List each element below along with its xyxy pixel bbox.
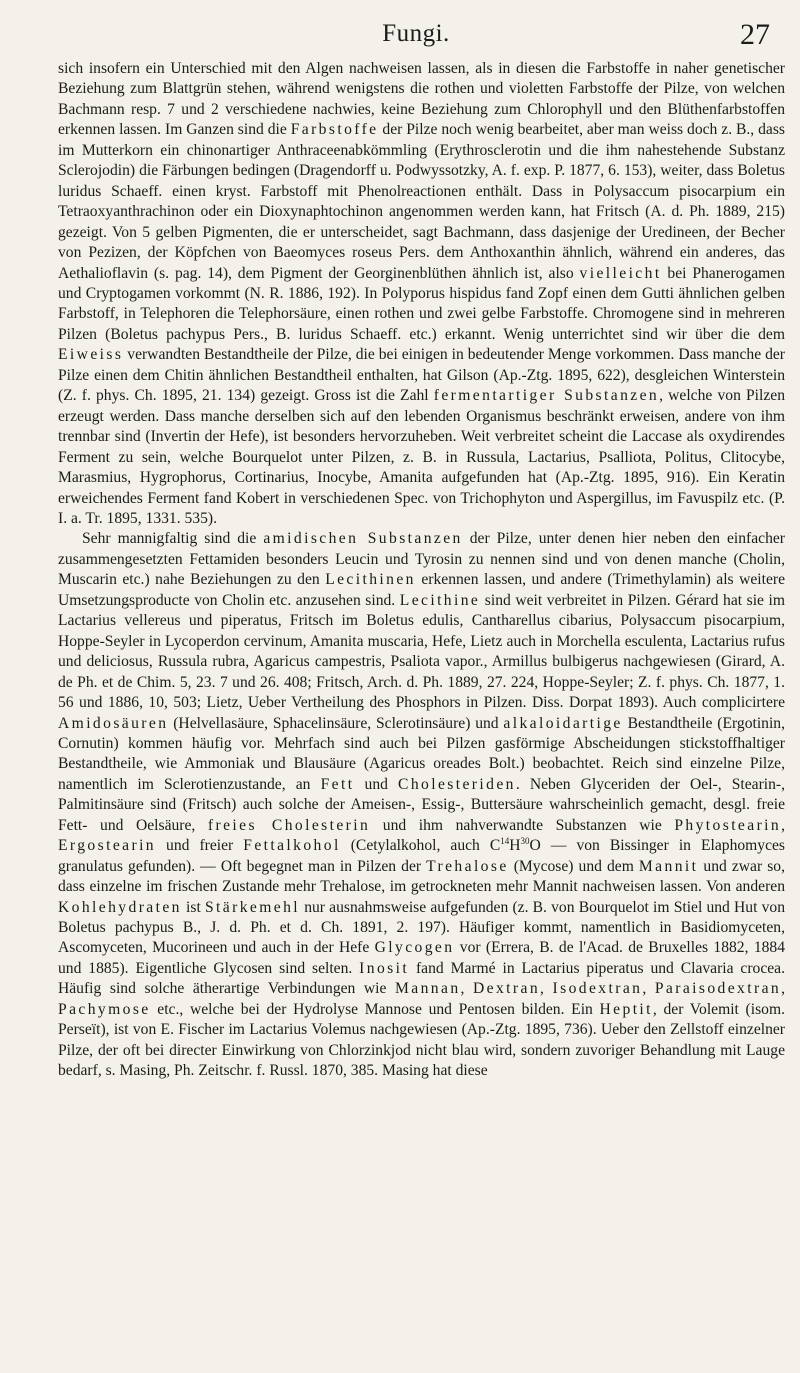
text-run: Sehr mannigfaltig sind die — [82, 530, 264, 548]
emphasized-term: freies Cholesterin — [207, 816, 371, 834]
text-run: . Neben Glyceriden der Oel-, Stearin-, Palmitinsäure sind (Fritsch) auch solche der Ameisen-, Essig-, Buttersäure wahrscheinlich gemacht, desgl. freie Fett- und Oelsäure, — [58, 775, 786, 834]
text-run: fand Marmé in Lactarius piperatus und Clavaria crocea. Häufig sind solche ätherartige Verbindungen wie — [58, 959, 786, 998]
emphasized-term: Cholesteriden — [398, 775, 516, 793]
text-run: bei Phanerogamen und Cryptogamen vorkommt (N. R. 1886, 192). In Polyporus hispidus fand Zopf einen dem Gutti ähnlichen gelben Farbstoff, in Telephoren die Telephorsäure, einen rothen und zwei gelbe Farbstoffe. Chromogene sind in mehreren Pilzen (Boletus pachypus Pers., B. luridus Schaeff. etc.) erkannt. Wenig unterrichtet sind wir über die dem — [58, 264, 786, 343]
text-run: und freier — [156, 837, 244, 855]
text-run: , welche von Pilzen erzeugt werden. Dass manche derselben sich auf den lebenden Organismus beschränkt erweisen, andere von ihm trennbar sind (Invertin der Hefe), ist besonders hervorzuheben. Weit verbreitet scheint die Laccase als oxydirendes Ferment zu sein, welche Bourquelot unter Pilzen, z. B. in Russula, Lactarius, Psalliota, Politus, Clitocybe, Marasmius, Hygrophorus, Cortinarius, Inocybe, Amanita aufgefunden hat (Ap.-Ztg. 1895, 916). Ein Keratin erweichendes Ferment fand Kobert in verschiedenen Spec. von Trichophyton und Aspergillus, im Favuspilz etc. (P. I. a. Tr. 1895, 1331. 535). — [58, 387, 785, 527]
text-run: , — [781, 816, 785, 834]
text-run: ist — [181, 898, 205, 916]
emphasized-term: Mannit — [638, 857, 699, 875]
superscript: 14 — [500, 836, 510, 847]
text-run: (Cetylalkohol, auch C — [340, 837, 501, 855]
text-run: H — [509, 837, 521, 855]
emphasized-term: Stärkemehl — [204, 898, 301, 916]
emphasized-term: Inosit — [359, 959, 410, 977]
text-run: und zwar so, dass einzelne im frischen Zustande mehr Trehalose, im getrockneten mehr Mannit nachweisen lassen. Von anderen — [58, 857, 785, 896]
emphasized-term: Pachymose — [58, 1000, 151, 1018]
page-header — [62, 20, 770, 54]
emphasized-term: Farbstoffe — [290, 121, 379, 139]
emphasized-term: amidischen Substanzen — [263, 530, 463, 548]
emphasized-term: alkaloidartige — [503, 714, 623, 732]
emphasized-term: Mannan — [395, 980, 461, 998]
paragraph-1 — [58, 59, 785, 529]
text-run: , — [540, 980, 553, 998]
emphasized-term: Glycogen — [374, 939, 455, 957]
emphasized-term: Dextran — [473, 980, 541, 998]
page-number: 27 — [740, 18, 770, 51]
body-text — [58, 59, 785, 1082]
superscript: 30 — [520, 836, 530, 847]
text-run: O — von Bissinger in Elaphomyces granulatus gefunden). — Oft begegnet man in Pilzen der — [58, 837, 785, 875]
emphasized-term: Amidosäuren — [58, 714, 169, 732]
text-run: sich insofern ein Unterschied mit den Algen nachweisen lassen, als in diesen die Farbstoffe in naher genetischer Beziehung zum Blattgrün stehen, während wenigstens die rothen und violetten Farbstoffe der Pilze, von welchen Bachmann resp. 7 und 2 verschiedene nachwies, keine Beziehung zum Chlorophyll und den Blüthenfarbstoffen erkennen lassen. Im Ganzen sind die — [58, 60, 785, 139]
emphasized-term: Lecithine — [399, 591, 481, 609]
emphasized-term: Paraisodextran — [654, 980, 782, 998]
emphasized-term: Isodextran — [552, 980, 643, 998]
text-run: der Pilze, unter denen hier neben den einfacher zusammengesetzten Fettamiden besonders Leucin und Tyrosin zu nennen sind und von denen manche (Cholin, Muscarin etc.) nahe Beziehungen zu den — [58, 530, 786, 589]
emphasized-term: Heptit — [599, 1000, 653, 1018]
text-run: sind weit verbreitet in Pilzen. Gérard hat sie im Lactarius vellereus und piperatus, Fritsch im Boletus edulis, Cantharellus cibarius, Polysaccum pisocarpium, Hoppe-Seyler in Lycoperdon cervinum, Amanita muscaria, Hefe, Lietz auch in Morchella esculenta, Lactarius rufus und deliciosus, Russula rubra, Agaricus campestris, Psaliota vapor., Armillus bulbigerus nachgewiesen (Girard, A. de Ph. et de Chim. 5, 23. 7 und 26. 408; Fritsch, Arch. d. Ph. 1889, 27. 224, Hoppe-Seyler; Z. f. phys. Ch. 1877, 1. 56 und 1886, 10, 503; Lietz, Ueber Vertheilung des Phosphors in Pilzen. Diss. Dorpat 1893). Auch complicirtere — [58, 591, 785, 712]
text-run: (Helvellasäure, Sphacelinsäure, Sclerotinsäure) und — [168, 714, 504, 732]
emphasized-term: Lecithinen — [325, 571, 416, 589]
text-run: und — [354, 775, 399, 793]
emphasized-term: Fett — [320, 775, 355, 793]
running-title: Fungi. — [382, 20, 450, 47]
text-run: der Pilze noch wenig bearbeitet, aber man weiss doch z. B., dass im Mutterkorn ein chinonartiger Anthraceenabkömmling (Erythrosclerotin und die ihm nahestehende Substanz Sclerojodin) die Färbungen bedingen (Dragendorff u. Podwyssotzky, A. f. exp. P. 1877, 6. 153), weiter, dass Boletus luridus Schaeff. einen kryst. Farbstoff mit Phenolreactionen enthält. Dass in Polysaccum pisocarpium ein Tetraoxyanthrachinon oder ein Dioxynaphtochinon angenommen werden kann, hat Fritsch (A. d. Ph. 1889, 215) gezeigt. Von 5 gelben Pigmenten, die er unterscheidet, sagt Bachmann, dass dasjenige der Uredineen, der Becher von Pezizen, der Köpfchen von Baeomyces roseus Pers. dem Anthoxanthin ähnlich, während ein anderes, das Aethalioflavin (s. pag. 14), dem Pigment der Georginenblüthen ähnlich ist, also — [58, 121, 785, 282]
text-run: (Mycose) und dem — [508, 857, 639, 875]
text-run: erkennen lassen, und andere (Trimethylamin) als weitere Umsetzungsproducte von Cholin etc. anzusehen sind. — [58, 571, 785, 609]
text-run: , der Volemit (isom. Perseït), ist von E. Fischer im Lactarius Volemus nachgewiesen (Ap.-Ztg. 1895, 736). Ueber den Zellstoff einzelner Pilze, der oft bei directer Einwirkung von Chlorzinkjod nicht blau wird, sondern zuvoriger Behandlung mit Lauge bedarf, s. Masing, Ph. Zeitschr. f. Russl. 1870, 385. Masing hat diese — [58, 1000, 785, 1080]
emphasized-term: Ergostearin — [58, 837, 156, 855]
paragraph-2 — [58, 529, 785, 1081]
emphasized-term: Trehalose — [426, 857, 509, 875]
emphasized-term: Phytostearin — [674, 816, 782, 834]
emphasized-term: fermentartiger Substanzen — [433, 387, 660, 405]
text-run: etc., welche bei der Hydrolyse Mannose und Pentosen bilden. Ein — [150, 1000, 600, 1018]
text-run: Bestandtheile (Ergotinin, Cornutin) kommen häufig vor. Mehrfach sind auch bei Pilzen gasförmige Abscheidungen stickstoffhaltiger Bestandtheile, wie Ammoniak und Blausäure (Agaricus oreades Bolt.) beobachtet. Reich sind einzelne Pilze, namentlich im Sclerotienzustande, an — [58, 714, 785, 793]
emphasized-term: Eiweiss — [58, 346, 124, 364]
emphasized-term: Kohlehydraten — [58, 898, 182, 916]
text-run: , — [781, 980, 785, 998]
text-run: und ihm nahverwandte Substanzen wie — [370, 816, 675, 834]
text-run: nur ausnahmsweise aufgefunden (z. B. von Bourquelot im Stiel und Hut von Boletus pachypus B., J. d. Ph. et d. Ch. 1891, 2. 197). Häufiger kommt, namentlich in Basidiomyceten, Ascomyceten, Mucorineen und auch in der Hefe — [58, 898, 785, 957]
text-run: vor (Errera, B. de l'Acad. de Bruxelles 1882, 1884 und 1885). Eigentliche Glycosen sind selten. — [58, 939, 786, 977]
emphasized-term: Fettalkohol — [243, 837, 341, 855]
emphasized-term: vielleicht — [579, 264, 662, 282]
text-run: , — [642, 980, 655, 998]
text-run: verwandten Bestandtheile der Pilze, die bei einigen in bedeutender Menge vorkommen. Dass manche der Pilze einen dem Chitin ähnlichen Bestandtheil enthalten, hat Gilson (Ap.-Ztg. 1895, 622), desgleichen Winterstein (Z. f. phys. Ch. 1895, 21. 134) gezeigt. Gross ist die Zahl — [58, 346, 785, 405]
text-run: , — [460, 980, 473, 998]
